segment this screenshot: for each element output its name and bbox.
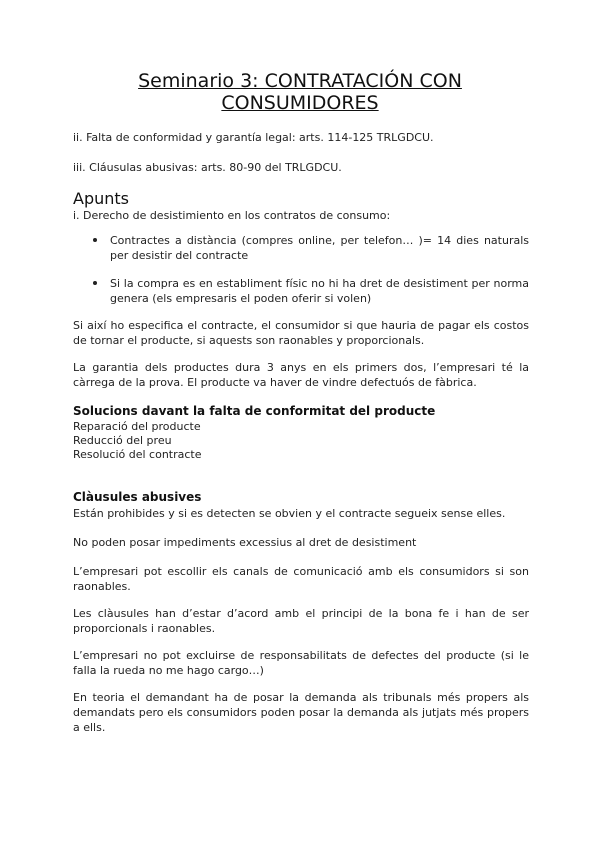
paragraph: Si així ho especifica el contracte, el consumidor si que hauria de pagar els costos de tornar el producte, si aquests son raonables y proporcionals. (73, 319, 529, 347)
paragraph: Están prohibides y si es detecten se obvien y el contracte segueix sense elles. (73, 507, 506, 520)
paragraph: L’empresari pot escollir els canals de comunicació amb els consumidors si son raonables. (73, 565, 529, 593)
solucions-item: Reducció del preu (73, 434, 172, 447)
page-title (100, 70, 500, 114)
apunts-heading: Apunts (73, 189, 129, 208)
solucions-item: Reparació del producte (73, 420, 201, 433)
paragraph: L’empresari no pot excluirse de responsabilitats de defectes del producte (si le falla la rueda no me hago cargo…) (73, 649, 529, 677)
intro-line: ii. Falta de conformidad y garantía legal: arts. 114-125 TRLGDCU. (73, 131, 434, 144)
bullet-icon (93, 281, 97, 285)
solucions-heading: Solucions davant la falta de conformitat del producte (73, 404, 436, 418)
intro-line: iii. Cláusulas abusivas: arts. 80-90 del TRLGDCU. (73, 161, 342, 174)
list-item-text: Contractes a distància (compres online, per telefon… )= 14 dies naturals per desistir del contracte (110, 234, 529, 262)
paragraph: No poden posar impediments excessius al dret de desistiment (73, 536, 417, 549)
paragraph: Les clàusules han d’estar d’acord amb el principi de la bona fe i han de ser proporcionals i raonables. (73, 607, 529, 635)
title-line-1: Seminario 3: CONTRATACIÓN CON (138, 70, 462, 92)
clausules-heading: Clàusules abusives (73, 490, 202, 504)
paragraph: En teoria el demandant ha de posar la demanda als tribunals més propers als demandats pero els consumidors poden posar la demanda als jutjats més propers a ells. (73, 691, 529, 734)
paragraph: La garantia dels productes dura 3 anys en els primers dos, l’empresari té la càrrega de la prova. El producte va haver de vindre defectuós de fàbrica. (73, 361, 529, 389)
solucions-item: Resolució del contracte (73, 448, 202, 461)
apunts-subheading: i. Derecho de desistimiento en los contratos de consumo: (73, 209, 391, 222)
bullet-icon (93, 238, 97, 242)
list-item-text: Si la compra es en establiment físic no hi ha dret de desistiment per norma genera (els empresaris el poden oferir si volen) (110, 277, 529, 305)
title-line-2: CONSUMIDORES (221, 92, 379, 114)
